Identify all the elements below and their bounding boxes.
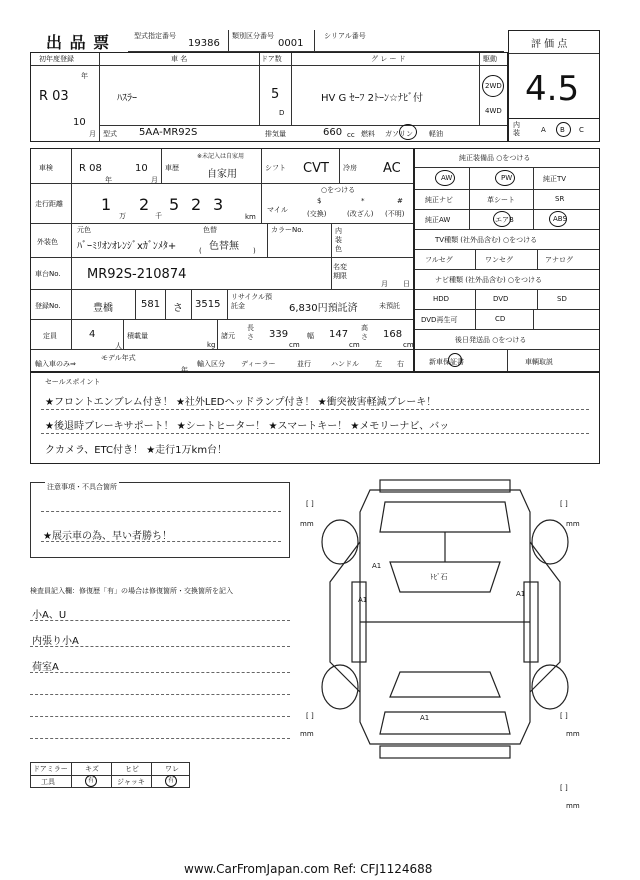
shift-value: CVT [303,161,329,176]
drive-label: 駆動 [483,55,497,63]
model-code-label: 型式指定番号 [134,32,176,40]
chassis-label: 車台No. [35,270,61,278]
height-value: 168 [383,329,403,340]
mileage-digit-5: 3 [213,195,224,214]
recycle-label: リサイクル預託金 [231,293,273,310]
color-change: 色替無 [209,241,239,252]
class-code: 0001 [278,38,304,49]
grade-label: グ レ ー ド [371,55,406,63]
inspector-line-1: 小A、U [32,610,67,621]
damage-a1-front: A1 [372,562,382,570]
type-value: 5AA-MR92S [139,127,198,138]
load-label: 積載量 [127,332,148,340]
ac-value: AC [383,161,401,176]
displacement-value: 660 [323,127,343,138]
recycle-amount: 6,830円預託済 [289,303,358,314]
equipment-block: 純正装備品 ○をつける AW PW 純正TV 純正ナビ 革シート SR 純正AW エアB ABS TV種類 (社外品含む) ○をつける フルセグ ワンセグ アナログ ナビ種類 (社外品含む) ○をつける HDD DVD SD DVD再生可 CD 後日発送品 ○をつける 新車保証書 車輌取説 [414,148,600,372]
capacity-value: 4 [89,329,96,340]
import-label: 輸入車のみ⇒ [35,360,76,368]
inspection-year: R 08 [79,163,102,174]
fuel-diesel: 軽油 [429,130,443,138]
shift-label: シフト [265,164,286,172]
damage-a1-rear: A1 [420,714,430,722]
import-class-label: 輸入区分 [197,360,225,368]
damage-a1-left: A1 [358,596,368,604]
inspection-label: 車検 [39,164,53,172]
color-label: 外装色 [37,238,58,246]
model-code: 19386 [188,38,220,49]
reg-class: 581 [141,299,161,310]
inspector-label: 検査員記入欄：修復歴「有」の場合は修復箇所・交換箇所を記入 [30,587,233,595]
inspector-line-3: 荷室A [32,662,59,673]
reg-area: 豊橋 [93,303,113,314]
reg-label: 登録No. [35,302,61,310]
footer-watermark: www.CarFromJapan.com Ref: CFJ1124688 [184,862,433,876]
sales-line-2: ★後退時ブレーキサポート！ ★シートヒーター！ ★スマートキー！ ★メモリーナビ、バッ [45,421,450,432]
mileage-label: 走行距離 [35,200,63,208]
first-reg-month: 10 [73,117,86,128]
sales-line-3: クカメラ、ETC付き！ ★走行1万km台！ [45,445,228,456]
mileage-digit-1: 1 [101,195,112,214]
score-value: 4.5 [525,69,580,109]
car-damage-diagram [290,472,600,772]
fuel-label: 燃料 [361,130,375,138]
header-codes [128,30,504,52]
drive-4wd: 4WD [485,107,502,115]
interior-box: 内装 A B C [508,118,600,142]
interior-color-label: 内装色 [335,227,342,253]
mile-label: マイル [267,206,288,214]
sales-line-1: ★フロントエンブレム付き！ ★社外LEDヘッドランプ付き！ ★衝突被害軽減ブレーキ！ [45,397,437,408]
car-name-label: 車 名 [171,55,188,63]
length-value: 339 [269,329,289,340]
usage-value: 自家用 [207,169,237,180]
mileage-digit-2: 2 [139,195,150,214]
serial-label: シリアル番号 [324,32,366,40]
notes-line-1: ★展示車の為、早い者勝ち！ [43,531,172,542]
capacity-label: 定員 [43,332,57,340]
fuel-circle [399,124,417,140]
notes-box: 注意事項・不具合箇所 ★展示車の為、早い者勝ち！ [30,482,290,558]
reg-kana: さ [173,303,183,314]
color-original: ﾊﾞｰﾐﾘｵﾝｵﾚﾝｼﾞxｶﾞﾝﾒﾀ+ [77,241,177,252]
details-block: 車検 R 08 年 10 月 車歴 ※未記入は自家用 自家用 シフト CVT 冷房 AC 走行距離 1 万 2 千 5 2 3 km ○をつける マイル $ (交換) * (改ざん) # (不明) 外装色 元色 ﾊﾞｰﾐﾘｵﾝｵﾚﾝｼﾞxｶﾞﾝﾒﾀ+ 色替 色替無 ( ) カラーNo. 内装色 車台No. MR92S-210874 名変期限 月 日 登録No. 豊橋 581 さ 3515 リサイクル預託金 6,830円預託済 未預託 定員 4 人 積載量 kg 諸元 長さ 339 cm 幅 147 cm 高さ 168 cm 輸入車のみ⇒ モデル年式 年 輸入区分 ディーラー 並行 ハンドル 左 右 [30,148,414,372]
accessories-table: ドアミラー キズ ヒビ ワレ 工具 有 ジャッキ 有 [30,762,190,788]
class-code-label: 類別区分番号 [232,32,274,40]
damage-chip: ﾄﾋﾞ石 [430,573,448,581]
vehicle-block: 初年度登録 年 R 03 10 月 車 名 ﾊｽﾗｰ ドア数 5 D グ レ ー ド HV G ｾｰﾌ 2ﾄｰﾝ☆ﾅﾋﾞ付 駆動 2WD 4WD 型式 5AA-MR92S 排気量 660 cc 燃料 ガソリン 軽油 [30,52,508,142]
displacement-label: 排気量 [265,130,286,138]
name-change-label: 名変期限 [333,263,347,280]
ac-label: 冷房 [343,164,357,172]
mileage-digit-4: 2 [191,195,202,214]
score-label: 評 価 点 [531,39,568,50]
inspection-month: 10 [135,163,148,174]
dimension-label: 諸元 [221,332,235,340]
first-reg-era: R 03 [39,89,69,104]
car-name: ﾊｽﾗｰ [117,93,137,104]
sales-points: セールスポイント ★フロントエンブレム付き！ ★社外LEDヘッドランプ付き！ ★衝突被害軽減ブレーキ！ ★後退時ブレーキサポート！ ★シートヒーター！ ★スマートキー！ ★メモリーナビ、バッ クカメラ、ETC付き！ ★走行1万km台！ [30,372,600,464]
inspector-line-2: 内張り小A [32,636,79,647]
first-reg-label: 初年度登録 [39,55,74,63]
type-label: 型式 [103,130,117,138]
color-no-label: カラーNo. [271,226,304,234]
reg-number: 3515 [195,299,221,310]
chassis-value: MR92S-210874 [87,267,187,282]
width-value: 147 [329,329,349,340]
form-title: 出 品 票 [46,33,111,52]
drive-2wd: 2WD [485,82,502,90]
grade-value: HV G ｾｰﾌ 2ﾄｰﾝ☆ﾅﾋﾞ付 [321,93,423,104]
fuel-gasoline: ガソリン [385,130,413,138]
doors-value: 5 [271,87,280,102]
damage-a1-right: A1 [516,590,526,598]
recycle-unpaid: 未預託 [379,302,400,310]
usage-label: 車歴 [165,164,179,172]
mileage-digit-3: 5 [169,195,180,214]
doors-label: ドア数 [261,55,282,63]
